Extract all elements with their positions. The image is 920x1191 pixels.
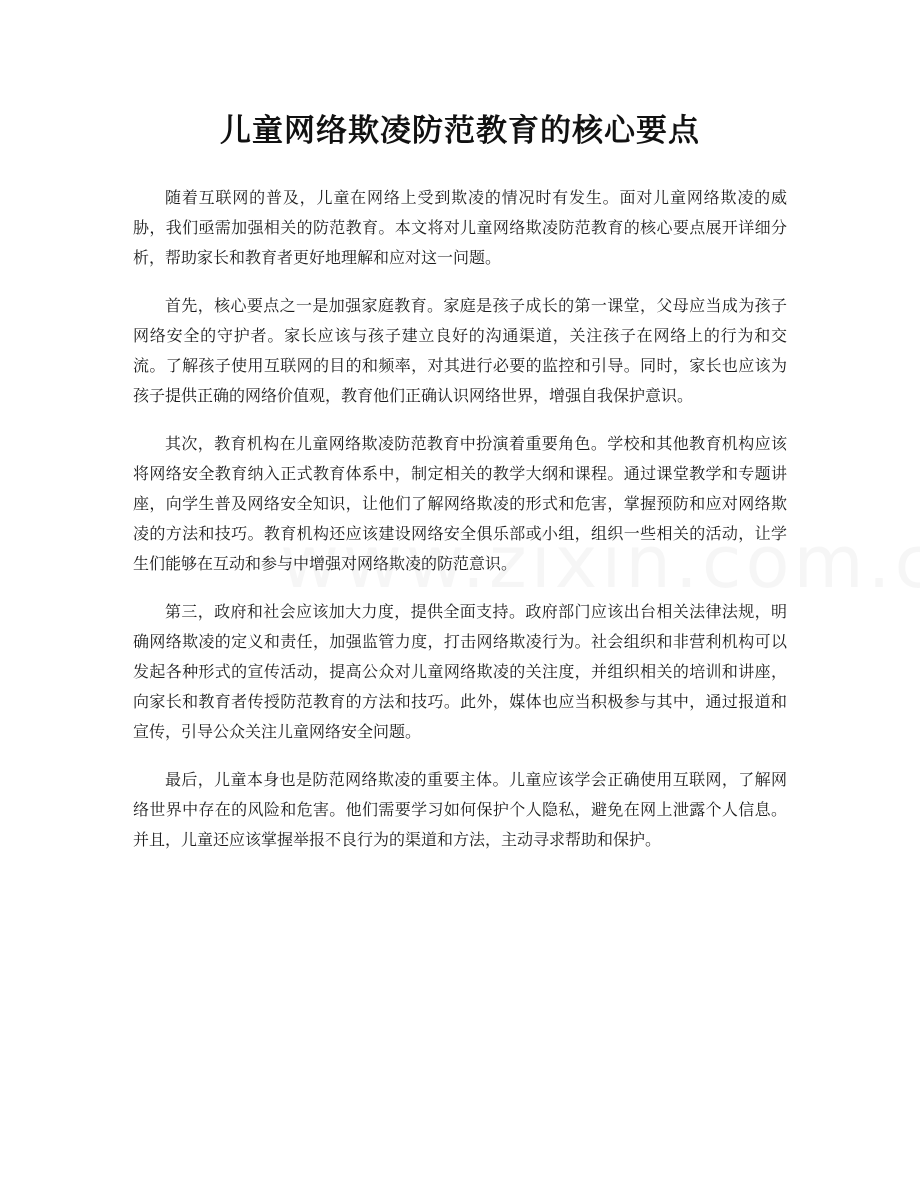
paragraph-children-themselves: 最后，儿童本身也是防范网络欺凌的重要主体。儿童应该学会正确使用互联网，了解网络世界中存在的风险和危害。他们需要学习如何保护个人隐私，避免在网上泄露个人信息。并且，儿童还应该掌握举报不良行为的渠道和方法，主动寻求帮助和保护。 <box>133 770 787 849</box>
paragraph-government-society: 第三，政府和社会应该加大力度，提供全面支持。政府部门应该出台相关法律法规，明确网络欺凌的定义和责任，加强监管力度，打击网络欺凌行为。社会组织和非营利机构可以发起各种形式的宣传活动，提高公众对儿童网络欺凌的关注度，并组织相关的培训和讲座，向家长和教育者传授防范教育的方法和技巧。此外，媒体也应当积极参与其中，通过报道和宣传，引导公众关注儿童网络安全问题。 <box>133 602 787 741</box>
paragraph-intro: 随着互联网的普及，儿童在网络上受到欺凌的情况时有发生。面对儿童网络欺凌的威胁，我们亟需加强相关的防范教育。本文将对儿童网络欺凌防范教育的核心要点展开详细分析，帮助家长和教育者更好地理解和应对这一问题。 <box>133 188 787 267</box>
document-body <box>133 183 787 873</box>
paragraph-family-education: 首先，核心要点之一是加强家庭教育。家庭是孩子成长的第一课堂，父母应当成为孩子网络安全的守护者。家长应该与孩子建立良好的沟通渠道，关注孩子在网络上的行为和交流。了解孩子使用互联网的目的和频率，对其进行必要的监控和引导。同时，家长也应该为孩子提供正确的网络价值观，教育他们正确认识网络世界，增强自我保护意识。 <box>133 296 787 405</box>
document-title: 儿童网络欺凌防范教育的核心要点 <box>220 113 700 149</box>
paragraph-school-education: 其次，教育机构在儿童网络欺凌防范教育中扮演着重要角色。学校和其他教育机构应该将网络安全教育纳入正式教育体系中，制定相关的教学大纲和课程。通过课堂教学和专题讲座，向学生普及网络安全知识，让他们了解网络欺凌的形式和危害，掌握预防和应对网络欺凌的方法和技巧。教育机构还应该建设网络安全俱乐部或小组，组织一些相关的活动，让学生们能够在互动和参与中增强对网络欺凌的防范意识。 <box>133 434 787 573</box>
